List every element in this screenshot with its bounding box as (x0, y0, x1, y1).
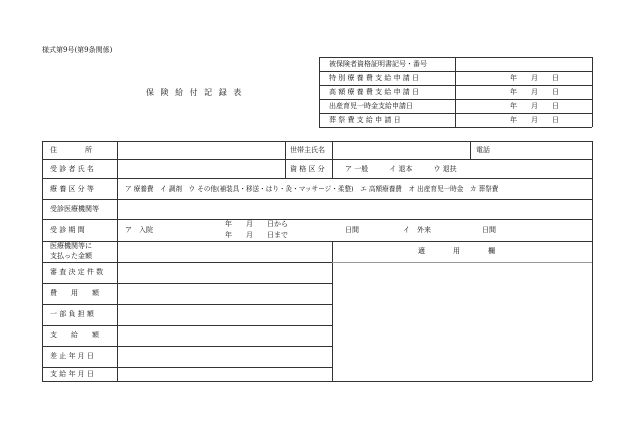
patient-name-label: 受 診 者 氏 名 (50, 165, 94, 173)
top-row-label: 出産育児一時金支給申請日 (329, 102, 413, 110)
form-number: 様式第9号(第9条関係) (42, 46, 113, 54)
head-of-household-label: 世帯主氏名 (290, 146, 325, 154)
top-row-label: 葬 祭 費 支 給 申 請 日 (329, 116, 401, 124)
special-care-date-field[interactable]: 年 月 日 (510, 74, 559, 82)
field-label: 費 用 額 (50, 289, 99, 297)
field-label: 支 給 額 (50, 331, 99, 339)
period-to-text: 年 月 日まで (225, 231, 288, 239)
care-type-options: ア 療養費 イ 調剤 ウ その他(補装具・移送・はり・灸・マッサージ・柔整) エ 高額療養費 オ 出産育児一時金 カ 葬祭費 (125, 185, 499, 193)
institution-label: 受診医療機関等 (50, 205, 99, 213)
page-title: 保 険 給 付 記 録 表 (146, 88, 244, 97)
funeral-date-field[interactable]: 年 月 日 (510, 116, 559, 124)
care-type-label: 療 養 区 分 等 (50, 185, 94, 193)
inpatient-label: ア 入院 (125, 226, 153, 234)
field-label: 支 給 年 月 日 (50, 370, 94, 378)
address-label: 住 所 (50, 146, 92, 154)
high-cost-date-field[interactable]: 年 月 日 (510, 88, 559, 96)
paid-amount-label: 支払った金額 (50, 252, 92, 260)
field-label: 審 査 決 定 件 数 (50, 268, 104, 276)
period-label: 受 診 期 間 (50, 226, 85, 234)
top-row-label: 高 額 療 養 費 支 給 申 請 日 (329, 88, 420, 96)
paid-amount-label: 医療機関等に (50, 242, 92, 250)
qualification-label: 資 格 区 分 (290, 165, 325, 173)
top-row-label: 被保険者資格証明書記号・番号 (329, 60, 427, 68)
top-row-label: 特 別 療 養 費 支 給 申 請 日 (329, 74, 420, 82)
days-label: 日間 (482, 226, 496, 234)
field-label: 差 止 年 月 日 (50, 352, 94, 360)
remarks-label: 適 用 欄 (418, 247, 495, 255)
qualification-options: ア 一般 イ 退本 ウ 退扶 (345, 165, 457, 173)
childbirth-date-field[interactable]: 年 月 日 (510, 102, 559, 110)
field-label: 一 部 負 担 額 (50, 310, 94, 318)
days-label: 日間 (345, 226, 359, 234)
outpatient-label: イ 外来 (403, 226, 431, 234)
period-from-text: 年 月 日から (225, 220, 288, 228)
phone-label: 電話 (476, 146, 490, 154)
